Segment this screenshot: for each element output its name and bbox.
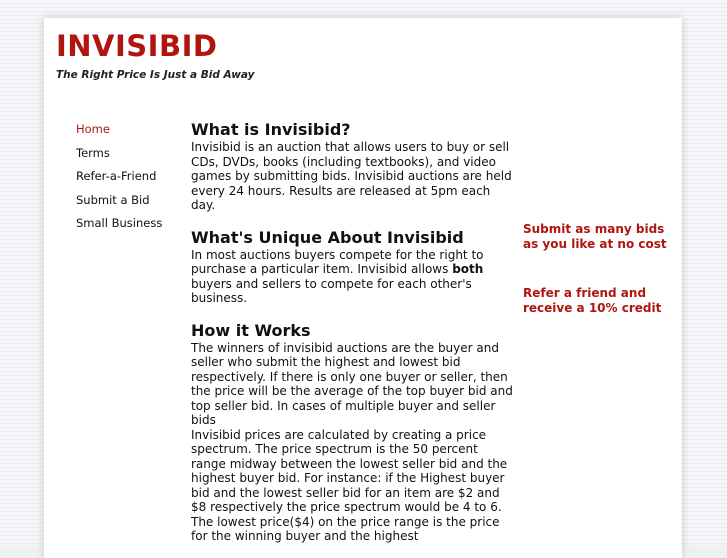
main-content xyxy=(191,120,513,544)
section-body-how-it-works-2: Invisibid prices are calculated by creating a price spectrum. The price spectrum is the 50 percent range midway between the lowest seller bid and the highest buyer bid. For instance: if the Highest buyer bid and the lowest seller bid for an item are $2 and $8 respectively the price spectrum would be 4 to 6. The lowest price($4) on the price range is the price for the winning buyer and the highest xyxy=(191,427,508,543)
nav-item-terms[interactable]: Terms xyxy=(76,145,110,160)
nav-item-home[interactable]: Home xyxy=(76,122,110,136)
section-body-what-is: Invisibid is an auction that allows users to buy or sell CDs, DVDs, books (including textbooks), and video games by submitting bids. Invisibid auctions are held every 24 hours. Results are released at 5pm each day. xyxy=(191,140,512,212)
section-body-unique xyxy=(191,248,513,306)
unique-text-start: In most auctions buyers compete for the right to purchase a particular item. Invisibid allows xyxy=(191,247,484,276)
promo-free-bids: Submit as many bids as you like at no cost xyxy=(523,222,667,251)
unique-text-bold: both xyxy=(452,262,484,276)
section-body-how-it-works-1: The winners of invisibid auctions are the buyer and seller who submit the highest and lowest bid respectively. If there is only one buyer or seller, then the price will be the average of the top buyer bid and top seller bid. In cases of multiple buyer and seller bids xyxy=(191,340,513,427)
promo-refer-credit: Refer a friend and receive a 10% credit xyxy=(523,286,662,315)
page-container xyxy=(44,18,682,558)
section-heading-how-it-works: How it Works xyxy=(191,320,311,340)
nav-item-refer-a-friend[interactable]: Refer-a-Friend xyxy=(76,169,157,183)
main-nav xyxy=(76,118,162,236)
unique-text-end: buyers and sellers to compete for each other's business. xyxy=(191,276,472,305)
section-heading-what-is: What is Invisibid? xyxy=(191,120,351,139)
nav-item-small-business[interactable]: Small Business xyxy=(76,216,163,230)
site-logo[interactable]: INVISIBID xyxy=(56,29,218,63)
section-heading-unique: What's Unique About Invisibid xyxy=(191,227,464,247)
site-tagline: The Right Price Is Just a Bid Away xyxy=(56,69,255,81)
nav-item-submit-a-bid[interactable]: Submit a Bid xyxy=(76,192,150,207)
